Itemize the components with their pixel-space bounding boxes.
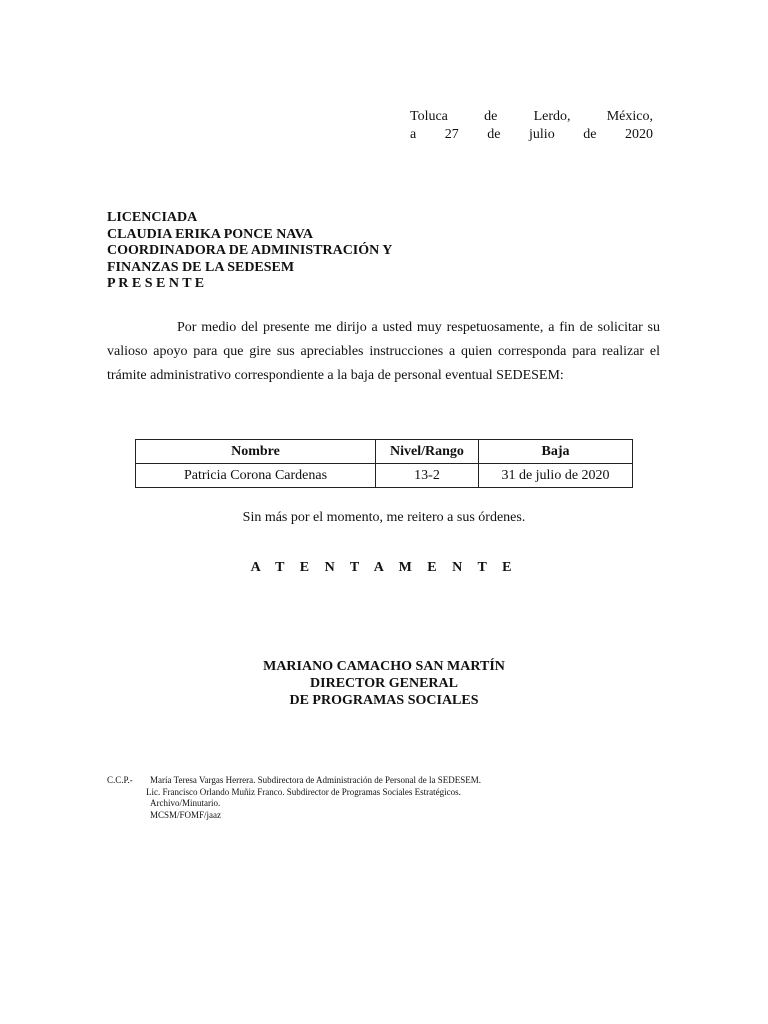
- header-nombre: Nombre: [136, 440, 376, 464]
- table-header-row: [136, 440, 633, 464]
- date-word: Toluca: [410, 109, 448, 124]
- cell-nombre: Patricia Corona Cardenas: [136, 464, 376, 488]
- date-word: 27: [444, 127, 459, 142]
- addressee-position-line2: FINANZAS DE LA SEDESEM: [107, 259, 295, 275]
- addressee-block: [107, 210, 392, 293]
- atentamente-line: A T E N T A M E N T E: [250, 560, 518, 575]
- date-line-place: [410, 108, 653, 126]
- cell-nivel-rango: 13-2: [376, 464, 479, 488]
- addressee-position-line1: COORDINADORA DE ADMINISTRACIÓN Y: [107, 243, 393, 258]
- personnel-table: [135, 439, 633, 488]
- ccp-row: [107, 775, 481, 787]
- ccp-line-1: María Teresa Vargas Herrera. Subdirectora de Administración de Personal de la SEDESEM.: [150, 775, 482, 785]
- date-word: a: [410, 127, 417, 142]
- signature-title-line2: DE PROGRAMAS SOCIALES: [289, 693, 479, 708]
- ccp-line-4: MCSM/FOMF/jaaz: [150, 809, 222, 820]
- cell-baja: 31 de julio de 2020: [479, 464, 633, 488]
- ccp-label: C.C.P.-: [107, 775, 133, 785]
- signature-name: MARIANO CAMACHO SAN MARTÍN: [263, 659, 505, 674]
- date-line-day: [410, 126, 653, 144]
- date-word: julio: [529, 127, 555, 142]
- date-word: de: [484, 109, 498, 124]
- signature-title-line1: DIRECTOR GENERAL: [310, 676, 458, 691]
- ccp-block: [107, 775, 481, 821]
- date-word: 2020: [624, 127, 653, 142]
- date-word: México,: [606, 109, 653, 124]
- personnel-table-wrap: [135, 439, 633, 488]
- body-paragraph: Por medio del presente me dirijo a usted muy respetuosamente, a fin de solicitar su valioso apoyo para que gire sus apreciables instrucciones a quien corresponda para realizar el trámite administrativo correspondiente a la baja de personal eventual SEDESEM:: [107, 320, 660, 383]
- date-word: Lerdo,: [533, 109, 571, 124]
- header-nivel-rango: Nivel/Rango: [376, 440, 479, 464]
- signature-block: [0, 658, 768, 709]
- header-baja: Baja: [479, 440, 633, 464]
- date-block: [410, 108, 653, 144]
- table-row: [136, 464, 633, 488]
- addressee-name: CLAUDIA ERIKA PONCE NAVA: [107, 226, 314, 242]
- presente-line: P R E S E N T E: [107, 276, 205, 291]
- date-word: de: [583, 127, 597, 142]
- date-word: de: [487, 127, 501, 142]
- ccp-line-2: Lic. Francisco Orlando Muñiz Franco. Subdirector de Programas Sociales Estratégicos.: [146, 786, 461, 797]
- ccp-line-3: Archivo/Minutario.: [150, 798, 221, 808]
- closing-line: Sin más por el momento, me reitero a sus órdenes.: [242, 510, 526, 525]
- addressee-title: LICENCIADA: [107, 210, 198, 225]
